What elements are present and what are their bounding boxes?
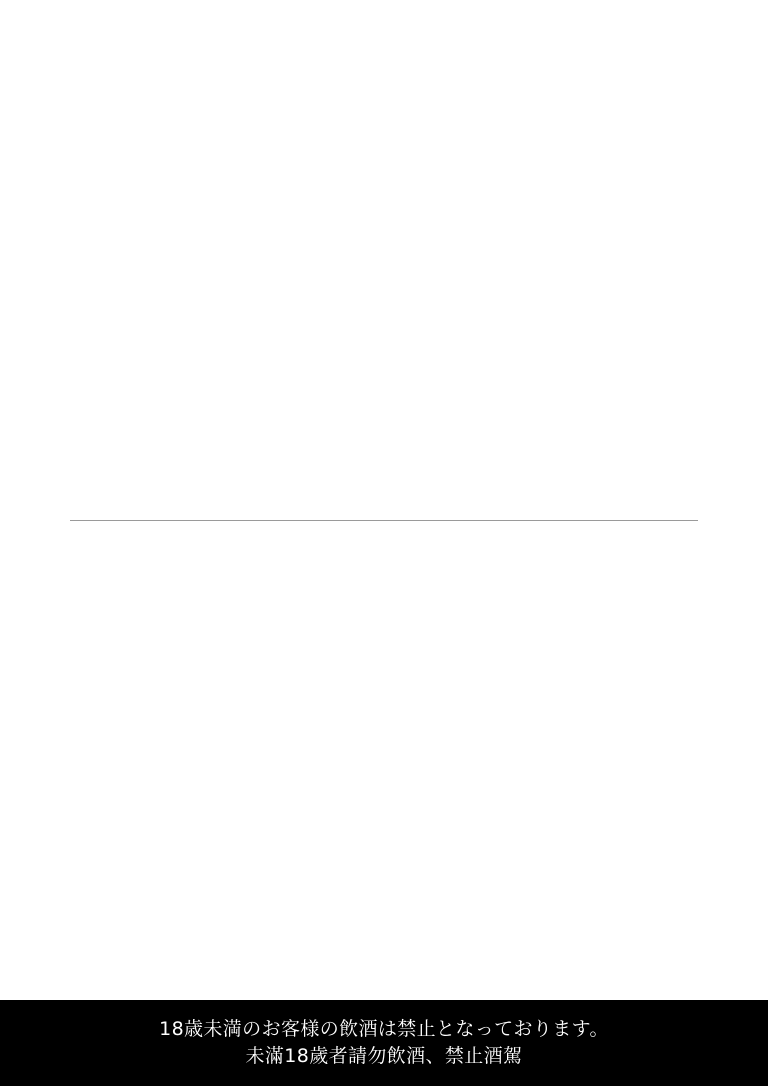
age-warning-bar (0, 1000, 768, 1086)
age-warning-japanese: 18歳未満のお客様の飲酒は禁止となっております。 (159, 1018, 609, 1041)
age-warning-chinese: 未滿18歲者請勿飲酒、禁止酒駕 (245, 1045, 523, 1067)
section-divider (70, 520, 698, 521)
